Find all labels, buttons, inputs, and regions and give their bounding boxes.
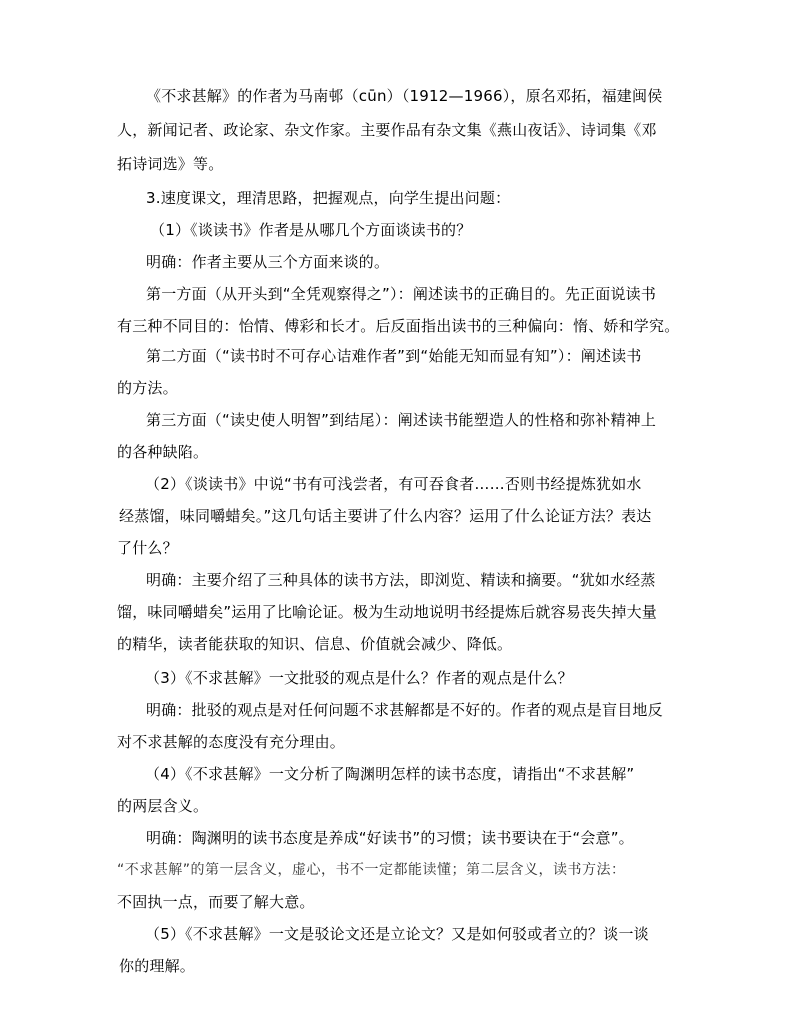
- paragraph-line: 人，新闻记者、政论家、杂文作家。主要作品有杂文集《燕山夜话》、诗词集《邓: [117, 121, 657, 139]
- answer-line: 不固执一点，而要了解大意。: [117, 893, 315, 911]
- answer-line: 明确：陶渊明的读书态度是养成“好读书”的习惯；读书要诀在于“会意”。: [146, 829, 634, 847]
- answer-line: 明确：作者主要从三个方面来谈的。: [146, 253, 390, 271]
- question-line: 了什么？: [117, 539, 178, 557]
- answer-line: 明确：批驳的观点是对任何问题不求甚解都是不好的。作者的观点是盲目地反: [146, 701, 663, 719]
- answer-line: 的精华，读者能获取的知识、信息、价值就会减少、降低。: [117, 635, 513, 653]
- question-line: （4）《不求甚解》一文分析了陶渊明怎样的读书态度，请指出“不求甚解”: [145, 765, 635, 783]
- question-line: （5）《不求甚解》一文是驳论文还是立论文？又是如何驳或者立的？谈一谈: [145, 925, 649, 943]
- answer-line: 明确：主要介绍了三种具体的读书方法，即浏览、精读和摘要。“犹如水经蒸: [146, 571, 656, 589]
- answer-line: 的方法。: [117, 379, 178, 397]
- answer-line: 有三种不同目的：怡情、傅彩和长才。后反面指出读书的三种偏向：惰、娇和学究。: [117, 317, 680, 335]
- question-line: 经蒸馏，味同嚼蜡矣。”这几句话主要讲了什么内容？运用了什么论证方法？表达: [119, 507, 652, 525]
- paragraph-line: 拓诗词选》等。: [117, 155, 224, 173]
- answer-line: 第二方面（“读书时不可存心诘难作者”到“始能无知而显有知”）：阐述读书: [146, 347, 642, 365]
- question-line: （3）《不求甚解》一文批驳的观点是什么？作者的观点是什么？: [145, 669, 573, 687]
- paragraph-line: 3.速度课文，理清思路，把握观点，向学生提出问题：: [146, 189, 511, 207]
- answer-line: 馏，味同嚼蜡矣”运用了比喻论证。极为生动地说明书经提炼后就容易丧失掉大量: [117, 603, 657, 621]
- question-line: 你的理解。: [119, 957, 196, 975]
- question-line: （1）《谈读书》作者是从哪几个方面谈读书的？: [150, 221, 472, 239]
- answer-line: 第一方面（从开头到“全凭观察得之”）：阐述读书的正确目的。先正面说读书: [146, 285, 657, 303]
- question-line: （2）《谈读书》中说“书有可浅尝者，有可吞食者……否则书经提炼犹如水: [145, 475, 642, 493]
- answer-line: 对不求甚解的态度没有充分理由。: [117, 733, 346, 751]
- question-line: 的两层含义。: [117, 797, 209, 815]
- answer-line: 第三方面（“读史使人明智”到结尾）：阐述读书能塑造人的性格和弥补精神上: [146, 411, 657, 429]
- answer-line: 的各种缺陷。: [117, 443, 209, 461]
- paragraph-line: 《不求甚解》的作者为马南邨（cūn）（1912—1966），原名邓拓，福建闽侯: [146, 87, 663, 105]
- answer-line: “不求甚解”的第一层含义，虚心，书不一定都能读懂；第二层含义，读书方法：: [117, 862, 626, 878]
